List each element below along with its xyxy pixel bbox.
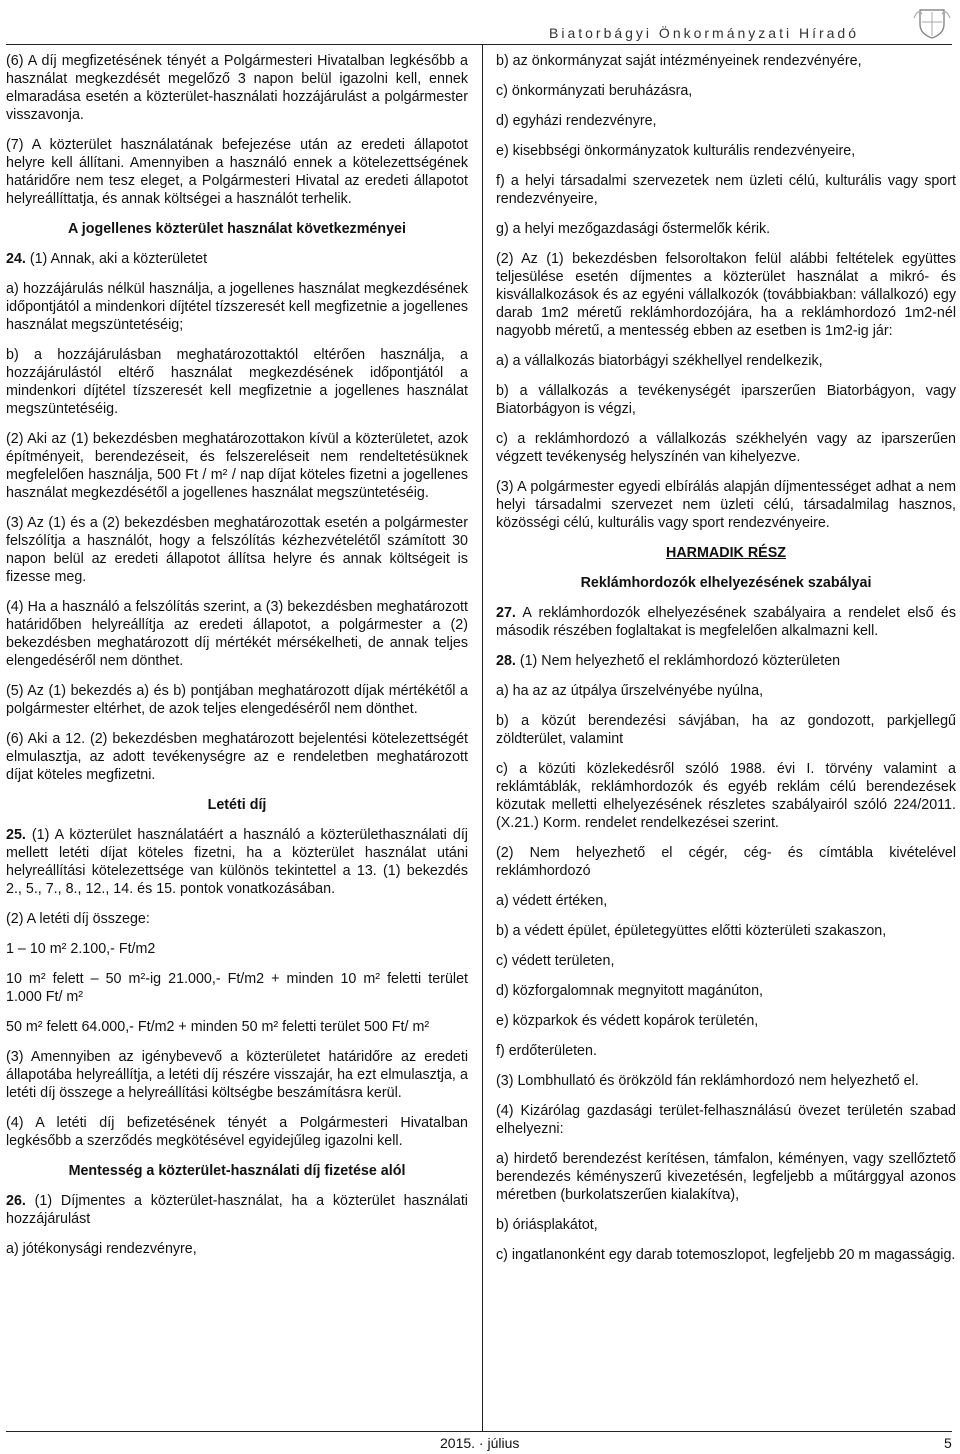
- left-column: [6, 52, 468, 1270]
- paragraph: [6, 1192, 468, 1228]
- paragraph: b) az önkormányzat saját intézményeinek rendezvényére,: [496, 53, 862, 69]
- section-number: 27.: [496, 605, 516, 621]
- paragraph: (4) A letéti díj befizetésének tényét a Polgármesteri Hivatalban legkésőbb a szerződés megkötésével egyidejűleg igazolni kell.: [6, 1115, 468, 1149]
- section-heading: HARMADIK RÉSZ: [666, 545, 786, 561]
- paragraph: (6) Aki a 12. (2) bekezdésben meghatározott bejelentési kötelezettségét elmulasztja, az adott tevékenységre az e rendeletben meghatározott díjat köteles megfizetni.: [6, 731, 468, 783]
- paragraph: d) közforgalomnak megnyitott magánúton,: [496, 983, 764, 999]
- paragraph: [496, 652, 956, 670]
- paragraph: (5) Az (1) bekezdés a) és b) pontjában meghatározott díjak mértékétől a polgármester eltérhet, de azok teljes elengedéséről nem dönthet.: [6, 683, 468, 717]
- paragraph: a) hirdető berendezést kerítésen, támfalon, kéményen, vagy szellőztető berendezés kéményszerű kivezetésén, legfeljebb a műtárggyal azonos méretben (burkolatszerűen kialakítva),: [496, 1151, 956, 1203]
- paragraph: a) ha az az útpálya űrszelvényébe nyúlna,: [496, 683, 764, 699]
- section-number: 28.: [496, 653, 516, 669]
- paragraph: b) a védett épület, épületegyüttes előtti közterületi szakaszon,: [496, 923, 887, 939]
- paragraph: f) erdőterületen.: [496, 1043, 597, 1059]
- paragraph: c) védett területen,: [496, 953, 615, 969]
- paragraph: a) jótékonysági rendezvényre,: [6, 1241, 197, 1257]
- paragraph: f) a helyi társadalmi szervezetek nem üzleti célú, kulturális vagy sport rendezvényeire,: [496, 173, 956, 207]
- paragraph-text: (1) A közterület használatáért a használó a közterülethasználati díj mellett letéti díjat köteles fizetni, ha a közterület használat utáni helyreállítási kötelezettsége van különös tekintettel a 13. (1) bekezdés 2., 5., 7., 8., 12., 14. és 15. pontok vonatkozásában.: [6, 827, 468, 897]
- page-number: 5: [944, 1435, 952, 1451]
- section-number: 25.: [6, 827, 26, 843]
- section-heading: A jogellenes közterület használat következményei: [68, 221, 406, 237]
- paragraph: g) a helyi mezőgazdasági őstermelők kérik.: [496, 221, 771, 237]
- coat-of-arms-icon: [912, 6, 952, 40]
- fee-line: 1 – 10 m² 2.100,- Ft/m2: [6, 941, 156, 957]
- paragraph: (2) A letéti díj összege:: [6, 911, 150, 927]
- header-rule: [6, 44, 952, 45]
- column-divider: [482, 44, 483, 1432]
- paragraph: c) a reklámhordozó a vállalkozás székhelyén vagy az iparszerűen végzett tevékenység helyszínén van kihelyezve.: [496, 431, 956, 465]
- paragraph: (4) Ha a használó a felszólítás szerint, a (3) bekezdésben meghatározott határidőben helyreállítja az eredeti állapotot, a polgármester a (2) bekezdésben meghatározott díj mértékét mérsékelheti, de annak teljes elengedéséről nem dönthet.: [6, 599, 468, 669]
- section-heading: Reklámhordozók elhelyezésének szabályai: [580, 575, 872, 591]
- paragraph: e) kisebbségi önkormányzatok kulturális rendezvényeire,: [496, 143, 856, 159]
- section-heading: Mentesség a közterület-használati díj fizetése alól: [68, 1163, 406, 1179]
- paragraph: b) a vállalkozás a tevékenységét iparszerűen Biatorbágyon, vagy Biatorbágyon is végzi,: [496, 383, 956, 417]
- paragraph: d) egyházi rendezvényre,: [496, 113, 657, 129]
- paragraph: [6, 826, 468, 898]
- paragraph: a) a vállalkozás biatorbágyi székhellyel rendelkezik,: [496, 353, 823, 369]
- paragraph: (6) A díj megfizetésének tényét a Polgármesteri Hivatalban legkésőbb a használat megkezdését megelőző 3 napon belül igazolni kell, ennek elmaradása esetén a közterület-használati hozzájárulást a polgármester visszavonja.: [6, 53, 468, 123]
- paragraph: b) a hozzájárulásban meghatározottaktól eltérően használja, a hozzájárulástól eltérő használat megkezdésének időpontjától a mindenkori díjtétel tízszeresét kell megfizetnie a jogellenes használat megszüntetéséig.: [6, 347, 468, 417]
- paragraph: b) óriásplakátot,: [496, 1217, 598, 1233]
- paragraph-text: (1) Annak, aki a közterületet: [25, 251, 208, 267]
- paragraph: e) közparkok és védett kopárok területén,: [496, 1013, 759, 1029]
- paragraph-text: (1) Nem helyezhető el reklámhordozó közterületen: [515, 653, 841, 669]
- footer-rule: [6, 1431, 952, 1432]
- paragraph: a) hozzájárulás nélkül használja, a jogellenes használat megkezdésének időpontjától a mindenkori díjtétel tízszeresét kell megfizetnie a jogellenes használat megszüntetéséig;: [6, 281, 468, 333]
- paragraph-text: (1) Díjmentes a közterület-használat, ha a közterület használati hozzájárulást: [6, 1193, 468, 1227]
- paragraph: (2) Nem helyezhető el cégér, cég- és címtábla kivételével reklámhordozó: [496, 845, 956, 879]
- paragraph: (2) Aki az (1) bekezdésben meghatározottakon kívül a közterületet, azok építményeit, berendezéseit, és felszereléseit nem rendeltetésüknek megfelelően használja, 500 Ft / m² / nap díjat köteles fizetni a jogellenes használat megkezdésétől a jogellenes használat megszüntetéséig.: [6, 431, 468, 501]
- section-number: 26.: [6, 1193, 26, 1209]
- paragraph: (3) Lombhullató és örökzöld fán reklámhordozó nem helyezhető el.: [496, 1073, 919, 1089]
- footer-date: 2015. · július: [440, 1435, 520, 1451]
- fee-line: 10 m² felett – 50 m²-ig 21.000,- Ft/m2 + minden 10 m² feletti terület 1.000 Ft/ m²: [6, 971, 468, 1005]
- fee-line: 50 m² felett 64.000,- Ft/m2 + minden 50 m² feletti terület 500 Ft/ m²: [6, 1019, 430, 1035]
- paragraph: (3) A polgármester egyedi elbírálás alapján díjmentességet adhat a nem helyi társadalmi szervezet nem üzleti célú, társadalmilag hasznos, közösségi célú, kulturális vagy sport rendezvényeire.: [496, 479, 956, 531]
- section-number: 24.: [6, 251, 26, 267]
- right-column: [496, 52, 956, 1276]
- paragraph: c) ingatlanonként egy darab totemoszlopot, legfeljebb 20 m magasságig.: [496, 1247, 956, 1263]
- paragraph: (7) A közterület használatának befejezése után az eredeti állapotot helyre kell állítani. Amennyiben a használó ennek a kötelezettségének határidőre nem tesz eleget, a Polgármesteri Hivatal az eredeti állapotot helyreállíttatja, és annak költségei a használót terhelik.: [6, 137, 468, 207]
- section-heading: Letéti díj: [207, 797, 267, 813]
- paragraph: [6, 250, 468, 268]
- page-header-title: Biatorbágyi Önkormányzati Híradó: [549, 25, 859, 41]
- paragraph: a) védett értéken,: [496, 893, 608, 909]
- paragraph: (4) Kizárólag gazdasági terület-felhasználású övezet területén szabad elhelyezni:: [496, 1103, 956, 1137]
- paragraph: c) önkormányzati beruházásra,: [496, 83, 693, 99]
- paragraph: b) a közút berendezési sávjában, ha az gondozott, parkjellegű zöldterület, valamint: [496, 713, 956, 747]
- paragraph: c) a közúti közlekedésről szóló 1988. évi I. törvény valamint a reklámtáblák, reklámhordozók és egyéb reklám célú berendezések közutak melletti elhelyezésének részletes szabályairól szóló 224/2011.(X.21.) Korm. rendelet rendelkezései szerint.: [496, 761, 956, 831]
- paragraph-text: A reklámhordozók elhelyezésének szabályaira a rendelet első és második részében foglaltakat is megfelelően alkalmazni kell.: [496, 605, 956, 639]
- paragraph: (3) Amennyiben az igénybevevő a közterületet határidőre az eredeti állapotába helyreállítja, a letéti díj részére visszajár, ha ezt elmulasztja, a letéti díj összege a helyreállítási költségbe beszámításra kerül.: [6, 1049, 468, 1101]
- paragraph: (3) Az (1) és a (2) bekezdésben meghatározottak esetén a polgármester felszólítja a használót, hogy a felszólítás kézhezvételétől számított 30 napon belül az eredeti állapotot állítsa helyre és annak költségeit is fizesse meg.: [6, 515, 468, 585]
- paragraph: (2) Az (1) bekezdésben felsoroltakon felül alábbi feltételek együttes teljesülése esetén díjmentes a közterület használat a mikró- és kisvállalkozások és az egyéni vállalkozók (továbbiakban: vállalkozó) egy darab 1m2 méretű reklámhordozójára, ha a reklámhordozó 1m2-nél nagyobb méretű, a mentesség ebben az esetben is 1m2-ig jár:: [496, 251, 956, 339]
- paragraph: [496, 604, 956, 640]
